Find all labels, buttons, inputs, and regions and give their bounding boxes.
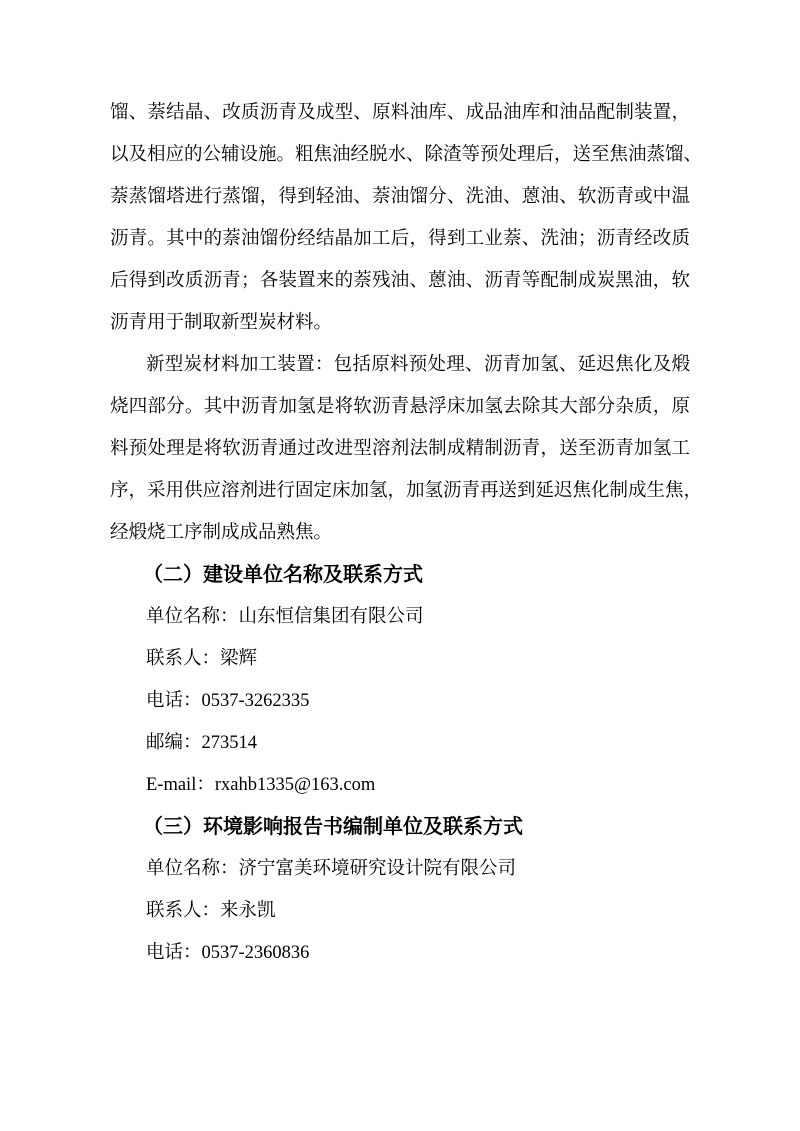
text-line: 序，采用供应溶剂进行固定床加氢，加氢沥青再送到延迟焦化制成生焦，: [110, 481, 703, 501]
construction-postcode: 邮编：273514: [146, 733, 258, 753]
paragraph: [110, 344, 703, 554]
eia-phone: 电话：0537-2360836: [146, 943, 310, 963]
text-line: 馏、萘结晶、改质沥青及成型、原料油库、成品油库和油品配制装置，: [110, 103, 690, 123]
text-line: 烧四部分。其中沥青加氢是将软沥青悬浮床加氢去除其大部分杂质，原: [110, 397, 690, 417]
text-line: 新型炭材料加工装置：包括原料预处理、沥青加氢、延迟焦化及煅: [146, 355, 690, 375]
construction-email: E-mail：rxahb1335@163.com: [146, 775, 376, 795]
paragraph: [110, 92, 703, 344]
construction-phone: 电话：0537-3262335: [146, 691, 310, 711]
text-line: 料预处理是将软沥青通过改进型溶剂法制成精制沥青，送至沥青加氢工: [110, 439, 690, 459]
section-3-heading: （三）环境影响报告书编制单位及联系方式: [143, 816, 523, 838]
document-body: [110, 92, 703, 974]
text-line: 经煅烧工序制成成品熟焦。: [110, 523, 333, 543]
text-line: 后得到改质沥青；各装置来的萘残油、蒽油、沥青等配制成炭黑油，软: [110, 271, 690, 291]
construction-unit-name: 单位名称：山东恒信集团有限公司: [146, 607, 424, 627]
text-line: 以及相应的公辅设施。粗焦油经脱水、除渣等预处理后，送至焦油蒸馏、: [110, 145, 703, 165]
construction-contact-person: 联系人：梁辉: [146, 649, 258, 669]
text-line: 沥青用于制取新型炭材料。: [110, 313, 333, 333]
eia-unit-name: 单位名称：济宁富美环境研究设计院有限公司: [146, 859, 517, 879]
section-2-heading: （二）建设单位名称及联系方式: [143, 564, 423, 586]
text-line: 萘蒸馏塔进行蒸馏，得到轻油、萘油馏分、洗油、蒽油、软沥青或中温: [110, 187, 690, 207]
text-line: 沥青。其中的萘油馏份经结晶加工后，得到工业萘、洗油；沥青经改质: [110, 229, 690, 249]
eia-contact-person: 联系人：来永凯: [146, 901, 276, 921]
